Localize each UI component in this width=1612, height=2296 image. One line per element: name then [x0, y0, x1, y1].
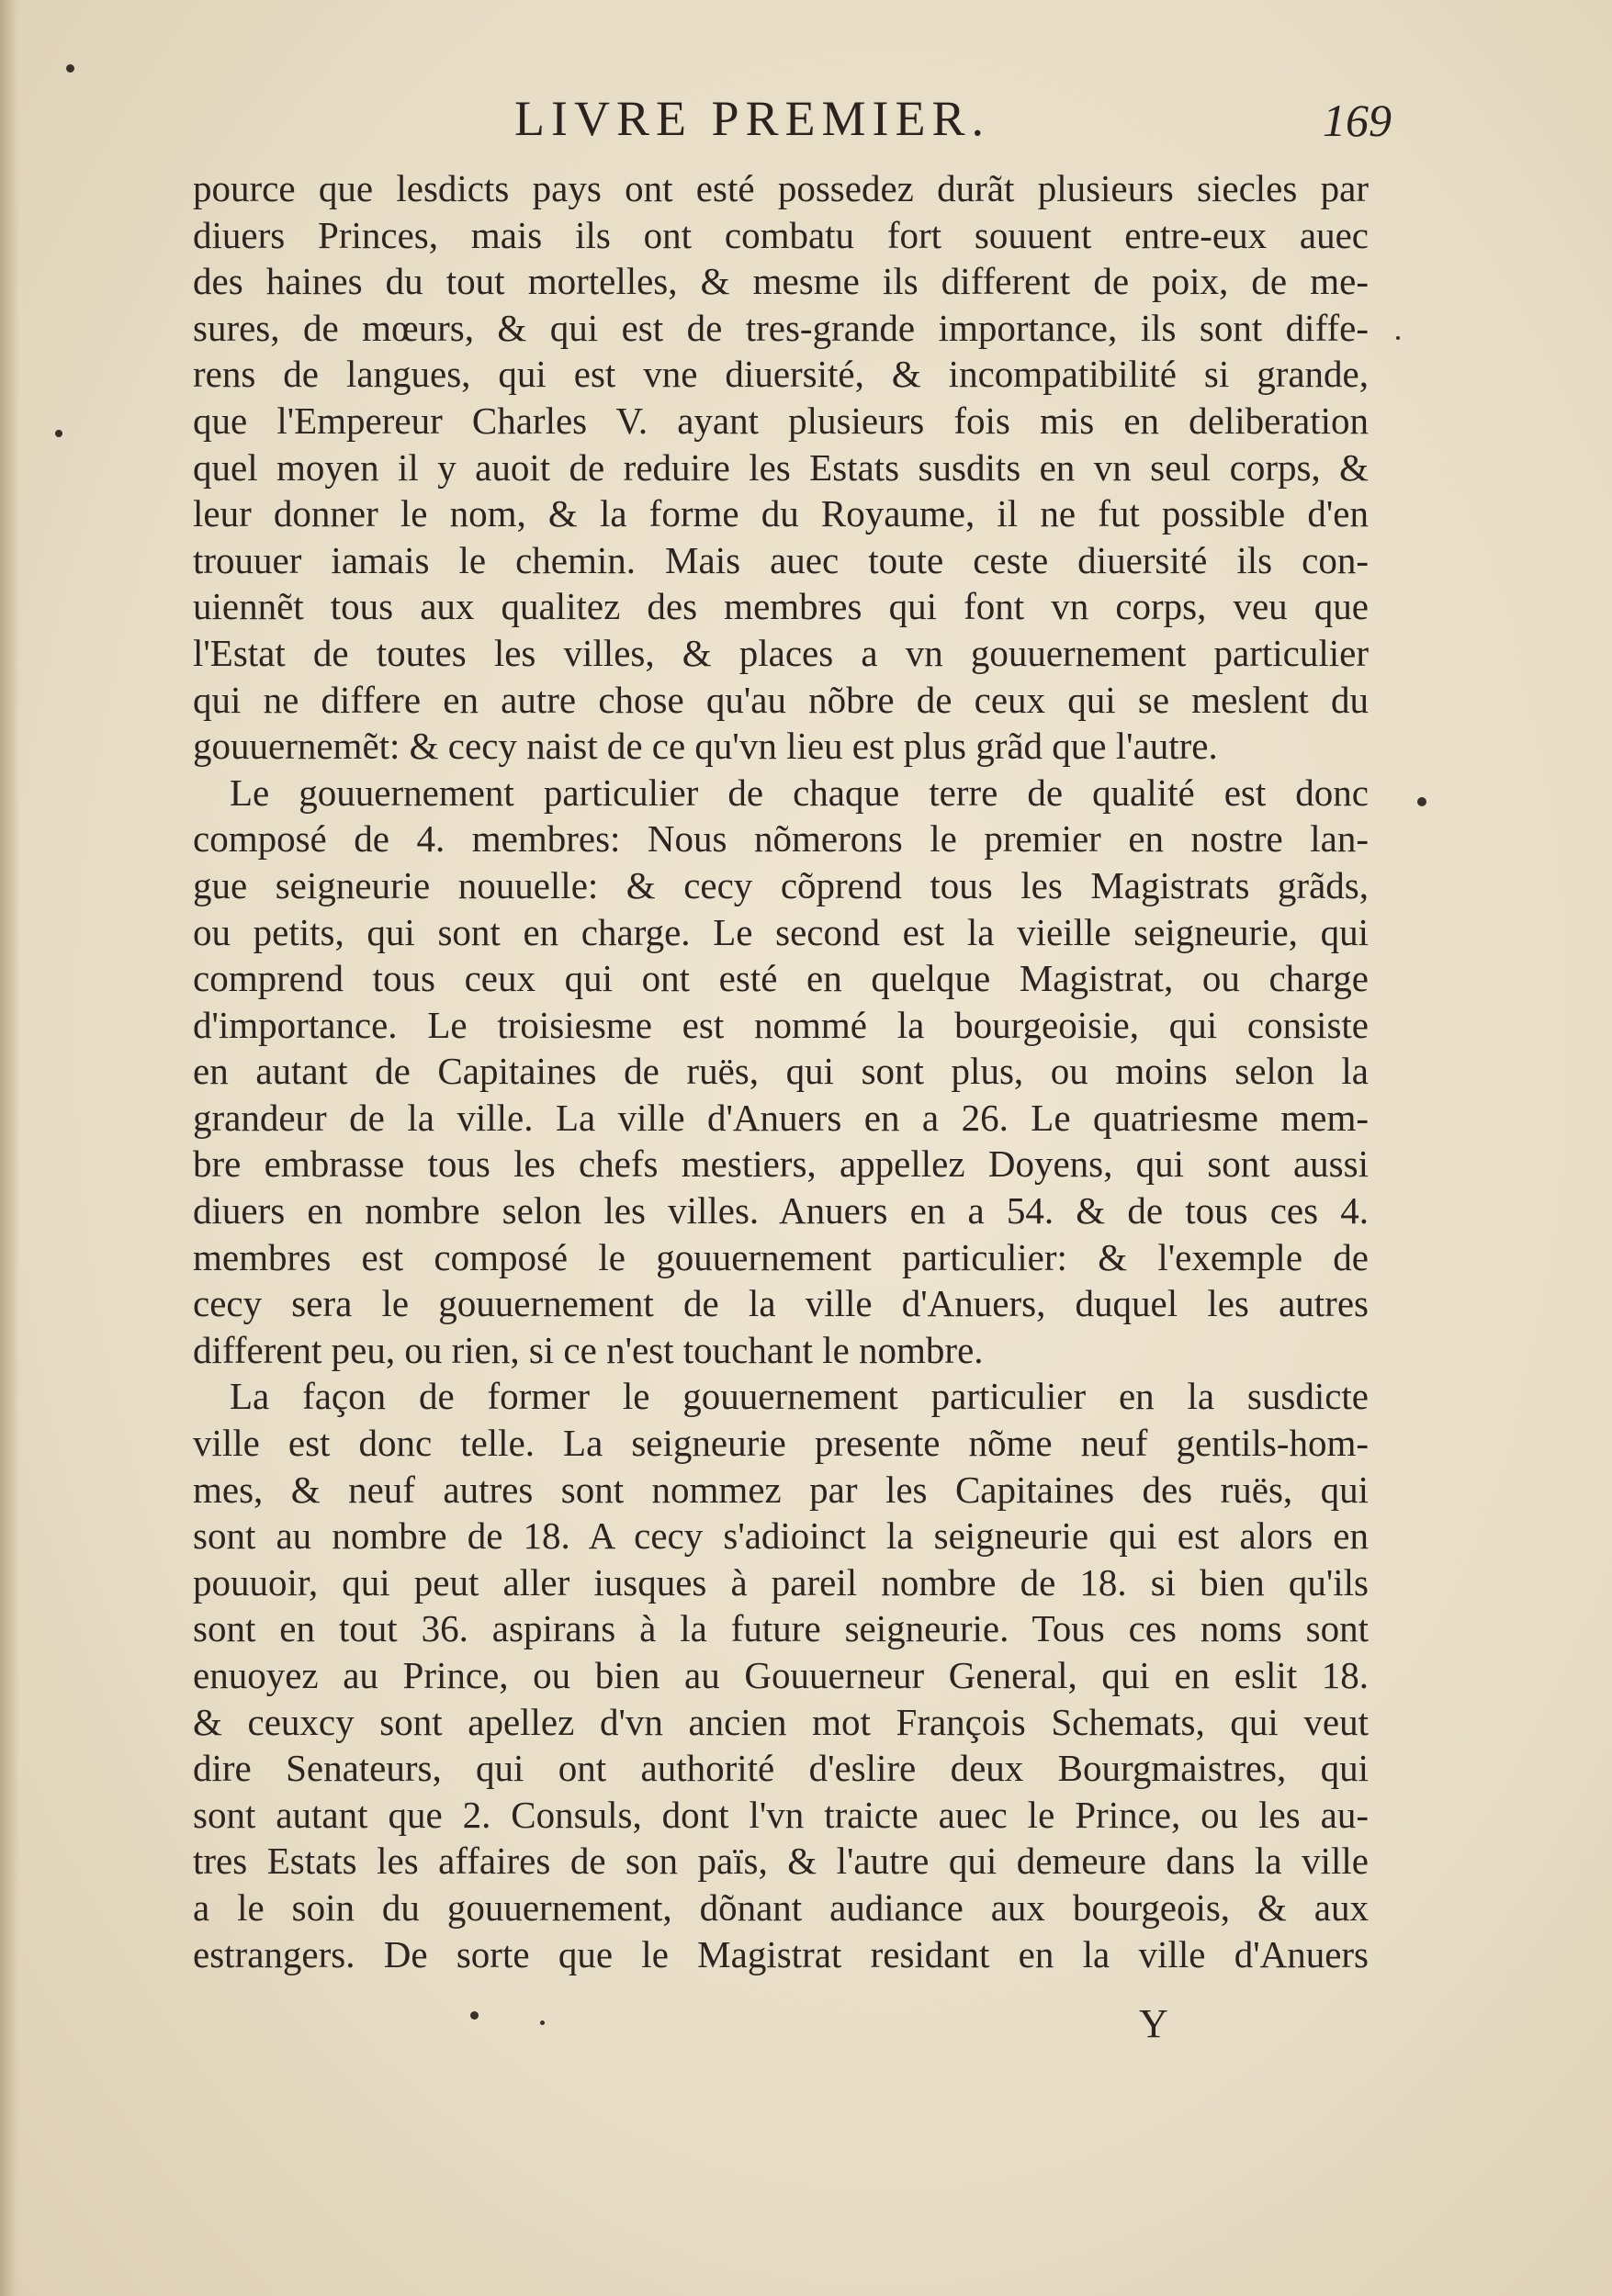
text-line: pource que lesdicts pays ont esté possedez durãt plusieurs siecles par: [193, 167, 1369, 209]
ink-speck: [470, 2011, 479, 2020]
text-line: grandeur de la ville. La ville d'Anuers en a 26. Le quatriesme mem-: [193, 1096, 1369, 1139]
text-line: membres est composé le gouuernement particulier: & l'exemple de: [193, 1235, 1369, 1278]
text-line: trouuer iamais le chemin. Mais auec toute ceste diuersité ils con-: [193, 538, 1369, 581]
text-line: en autant de Capitaines de ruës, qui sont plus, ou moins selon la: [193, 1050, 1369, 1093]
text-line: pouuoir, qui peut aller iusques à pareil nombre de 18. si bien qu'ils: [193, 1560, 1369, 1604]
ink-speck: [66, 64, 74, 73]
text-line: sures, de mœurs, & qui est de tres-grande importance, ils sont diffe-: [193, 306, 1369, 349]
text-line: des haines du tout mortelles, & mesme ils different de poix, de me-: [193, 260, 1369, 303]
text-line: gue seigneurie nouuelle: & cecy cõprend tous les Magistrats grãds,: [193, 863, 1369, 906]
ink-speck: [540, 2020, 545, 2025]
running-head: [197, 90, 1392, 154]
text-line: different peu, ou rien, si ce n'est touchant le nombre.: [193, 1328, 984, 1371]
text-line: bre embrasse tous les chefs mestiers, appellez Doyens, qui sont aussi: [193, 1142, 1369, 1186]
text-line: que l'Empereur Charles V. ayant plusieurs fois mis en deliberation: [193, 399, 1369, 442]
ink-speck: [1396, 336, 1400, 340]
text-line: La façon de former le gouuernement particulier en la susdicte: [230, 1375, 1369, 1418]
text-line: enuoyez au Prince, ou bien au Gouuerneur General, qui en eslit 18.: [193, 1654, 1369, 1696]
page-number: 169: [1323, 95, 1392, 146]
body-text: [193, 165, 1369, 1977]
text-line: sont en tout 36. aspirans à la future seigneurie. Tous ces noms sont: [193, 1607, 1369, 1650]
text-line: quel moyen il y auoit de reduire les Estats susdits en vn seul corps, &: [193, 445, 1369, 489]
text-line: cecy sera le gouuernement de la ville d'Anuers, duquel les autres: [193, 1282, 1369, 1325]
text-line: & ceuxcy sont apellez d'vn ancien mot François Schemats, qui veut: [193, 1700, 1369, 1743]
text-line: sont autant que 2. Consuls, dont l'vn traicte auec le Prince, ou les au-: [193, 1793, 1369, 1836]
text-line: dire Senateurs, qui ont authorité d'eslire deux Bourgmaistres, qui: [193, 1747, 1369, 1790]
text-line: composé de 4. membres: Nous nõmerons le premier en nostre lan-: [193, 817, 1369, 861]
text-line: uiennẽt tous aux qualitez des membres qui font vn corps, veu que: [193, 585, 1369, 628]
page-binding-shadow: [0, 0, 20, 2296]
ink-speck: [55, 430, 62, 437]
text-line: a le soin du gouuernement, dõnant audiance aux bourgeois, & aux: [193, 1885, 1369, 1929]
text-line: ou petits, qui sont en charge. Le second est la vieille seigneurie, qui: [193, 910, 1369, 953]
text-line: d'importance. Le troisiesme est nommé la bourgeoisie, qui consiste: [193, 1003, 1369, 1046]
text-line: l'Estat de toutes les villes, & places a vn gouuernement particulier: [193, 631, 1369, 674]
text-line: sont au nombre de 18. A cecy s'adioinct la seigneurie qui est alors en: [193, 1514, 1369, 1558]
text-line: qui ne differe en autre chose qu'au nõbre de ceux qui se meslent du: [193, 678, 1369, 721]
text-line: rens de langues, qui est vne diuersité, & incompatibilité si grande,: [193, 353, 1369, 396]
text-line: gouuernemẽt: & cecy naist de ce qu'vn lieu est plus grãd que l'autre.: [193, 725, 1218, 768]
text-line: leur donner le nom, & la forme du Royaume, il ne fut possible d'en: [193, 492, 1369, 535]
ink-speck: [1417, 797, 1426, 806]
text-line: comprend tous ceux qui ont esté en quelque Magistrat, ou charge: [193, 957, 1369, 1000]
text-line: estrangers. De sorte que le Magistrat residant en la ville d'Anuers: [193, 1932, 1369, 1975]
text-line: diuers Princes, mais ils ont combatu fort souuent entre-eux auec: [193, 213, 1369, 256]
text-line: diuers en nombre selon les villes. Anuers en a 54. & de tous ces 4.: [193, 1189, 1369, 1232]
text-line: mes, & neuf autres sont nommez par les Capitaines des ruës, qui: [193, 1468, 1369, 1511]
text-line: Le gouuernement particulier de chaque terre de qualité est donc: [230, 771, 1369, 814]
signature-mark: Y: [1139, 2001, 1168, 2046]
text-line: ville est donc telle. La seigneurie presente nõme neuf gentils-hom-: [193, 1422, 1369, 1465]
text-line: tres Estats les affaires de son païs, & l'autre qui demeure dans la ville: [193, 1840, 1369, 1883]
running-head-title: LIVRE PREMIER.: [514, 91, 991, 146]
